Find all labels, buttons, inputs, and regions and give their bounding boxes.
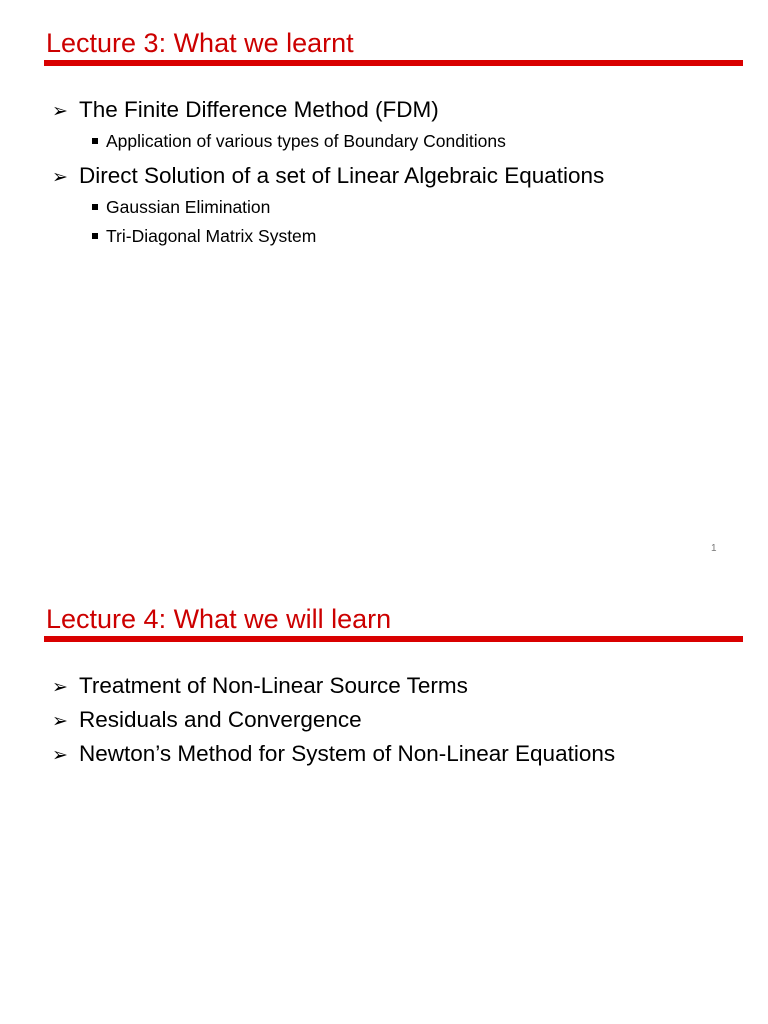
list-item [52, 669, 748, 703]
title-underline [44, 636, 743, 642]
list-item [92, 222, 748, 251]
sub-bullet-text: Gaussian Elimination [106, 197, 271, 217]
bullet-text: Residuals and Convergence [79, 707, 362, 732]
list-item [92, 193, 748, 222]
bullet-list [52, 669, 748, 771]
arrow-bullet-icon: ➢ [52, 745, 68, 766]
arrow-bullet-icon: ➢ [52, 101, 68, 122]
bullet-text: The Finite Difference Method (FDM) [79, 97, 439, 122]
bullet-list [52, 93, 748, 254]
arrow-bullet-icon: ➢ [52, 167, 68, 188]
slide-title: Lecture 4: What we will learn [46, 604, 392, 634]
sub-bullet-list [52, 193, 748, 251]
sub-bullet-text: Application of various types of Boundary Conditions [106, 131, 506, 151]
sub-bullet-list [52, 127, 748, 156]
list-item [52, 159, 748, 193]
sub-bullet-text: Tri-Diagonal Matrix System [106, 226, 317, 246]
square-bullet-icon [92, 204, 98, 210]
bullet-text: Direct Solution of a set of Linear Algebraic Equations [79, 163, 605, 188]
bullet-text: Newton’s Method for System of Non-Linear Equations [79, 741, 616, 766]
list-item [92, 127, 748, 156]
bullet-text: Treatment of Non-Linear Source Terms [79, 673, 468, 698]
list-item [52, 93, 748, 127]
slide-lecture-4 [0, 584, 768, 1024]
list-item [52, 703, 748, 737]
title-underline [44, 60, 743, 66]
square-bullet-icon [92, 138, 98, 144]
page-number: 1 [711, 543, 717, 554]
square-bullet-icon [92, 233, 98, 239]
arrow-bullet-icon: ➢ [52, 677, 68, 698]
slide-title: Lecture 3: What we learnt [46, 28, 354, 58]
list-item [52, 737, 748, 771]
arrow-bullet-icon: ➢ [52, 711, 68, 732]
